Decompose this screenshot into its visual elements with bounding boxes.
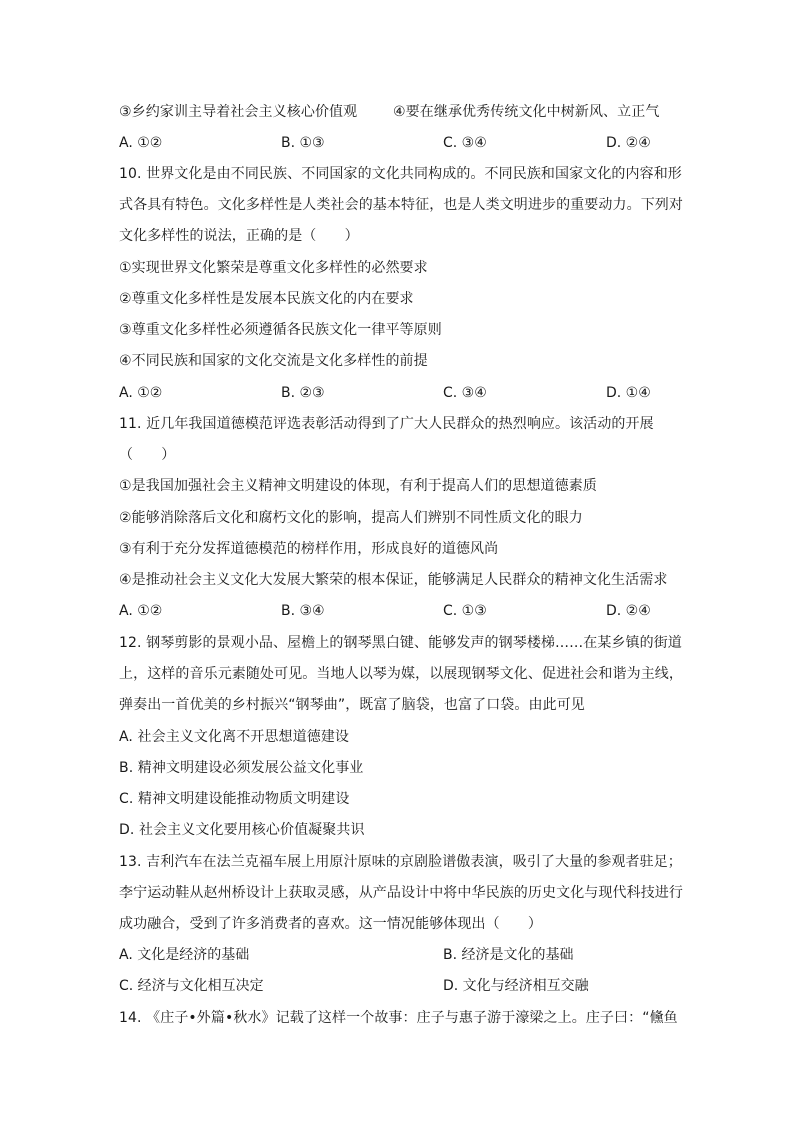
q12-option-a[interactable]: A. 社会主义文化离不开思想道德建设	[119, 729, 350, 745]
q10-statement-2: ②尊重文化多样性是发展本民族文化的内在要求	[119, 291, 414, 307]
q10-option-d[interactable]: D. ①④	[606, 385, 651, 401]
q11-statement-4: ④是推动社会主义文化大发展大繁荣的根本保证，能够满足人民群众的精神文化生活需求	[119, 572, 668, 588]
q11-statement-1: ①是我国加强社会主义精神文明建设的体现，有利于提高人们的思想道德素质	[119, 478, 597, 494]
q9-statement-3: ③乡约家训主导着社会主义核心价值观	[119, 104, 358, 120]
q11-statement-2: ②能够消除落后文化和腐朽文化的影响，提高人们辨别不同性质文化的眼力	[119, 510, 583, 526]
q10-statement-4: ④不同民族和国家的文化交流是文化多样性的前提	[119, 353, 428, 369]
q10-option-b[interactable]: B. ②③	[281, 385, 325, 401]
q13-options-row-2	[0, 976, 794, 996]
q9-statement-4: ④要在继承优秀传统文化中树新风、立正气	[393, 104, 660, 120]
q9-option-d[interactable]: D. ②④	[606, 135, 651, 151]
q10-option-a[interactable]: A. ①②	[119, 385, 163, 401]
q9-option-a[interactable]: A. ①②	[119, 135, 163, 151]
q11-option-c[interactable]: C. ①③	[443, 603, 487, 619]
q11-option-a[interactable]: A. ①②	[119, 603, 163, 619]
q13-stem-line-2: 李宁运动鞋从赵州桥设计上获取灵感，从产品设计中将中华民族的历史文化与现代科技进行	[119, 885, 683, 901]
q12-option-c[interactable]: C. 精神文明建设能推动物质文明建设	[119, 791, 350, 807]
q10-stem-line-2: 式各具有特色。文化多样性是人类社会的基本特征，也是人类文明进步的重要动力。下列对	[119, 197, 683, 213]
q13-option-b[interactable]: B. 经济是文化的基础	[443, 947, 574, 963]
q10-option-c[interactable]: C. ③④	[443, 385, 487, 401]
q10-stem-line-3: 文化多样性的说法，正确的是（ ）	[119, 228, 359, 244]
q11-option-d[interactable]: D. ②④	[606, 603, 651, 619]
q13-stem-line-1: 13. 吉利汽车在法兰克福车展上用原汁原味的京剧脸谱傲表演，吸引了大量的参观者驻足；	[119, 854, 682, 870]
q9-options	[0, 133, 794, 153]
q12-stem-line-3: 弹奏出一首优美的乡村振兴“钢琴曲”，既富了脑袋，也富了口袋。由此可见	[119, 697, 585, 713]
q12-stem-line-1: 12. 钢琴剪影的景观小品、屋檐上的钢琴黑白键、能够发声的钢琴楼梯……在某乡镇的街道	[119, 635, 682, 651]
q13-option-c[interactable]: C. 经济与文化相互决定	[119, 978, 264, 994]
q10-statement-3: ③尊重文化多样性必须遵循各民族文化一律平等原则	[119, 322, 442, 338]
q13-option-d[interactable]: D. 文化与经济相互交融	[443, 978, 589, 994]
q10-options	[0, 383, 794, 403]
q12-option-d[interactable]: D. 社会主义文化要用核心价值凝聚共识	[119, 822, 365, 838]
q13-stem-line-3: 成功融合，受到了许多消费者的喜欢。这一情况能够体现出（ ）	[119, 916, 542, 932]
q9-option-b[interactable]: B. ①③	[281, 135, 325, 151]
q11-options	[0, 601, 794, 621]
q11-statement-3: ③有利于充分发挥道德模范的榜样作用，形成良好的道德风尚	[119, 541, 499, 557]
q14-stem-line-1: 14. 《庄子•外篇•秋水》记载了这样一个故事：庄子与惠子游于濠梁之上。庄子曰：“儵鱼	[119, 1010, 678, 1026]
q9-option-c[interactable]: C. ③④	[443, 135, 487, 151]
q11-stem-line-1: 11. 近几年我国道德模范评选表彰活动得到了广大人民群众的热烈响应。该活动的开展	[119, 416, 654, 432]
q13-options-row-1	[0, 945, 794, 965]
q10-stem-line-1: 10. 世界文化是由不同民族、不同国家的文化共同构成的。不同民族和国家文化的内容和形	[119, 166, 682, 182]
q10-statement-1: ①实现世界文化繁荣是尊重文化多样性的必然要求	[119, 260, 428, 276]
q12-option-b[interactable]: B. 精神文明建设必须发展公益文化事业	[119, 760, 364, 776]
q12-stem-line-2: 上，这样的音乐元素随处可见。当地人以琴为媒，以展现钢琴文化、促进社会和谐为主线，	[119, 666, 683, 682]
q13-option-a[interactable]: A. 文化是经济的基础	[119, 947, 250, 963]
q11-option-b[interactable]: B. ③④	[281, 603, 325, 619]
q11-stem-line-2: （ ）	[119, 447, 176, 463]
